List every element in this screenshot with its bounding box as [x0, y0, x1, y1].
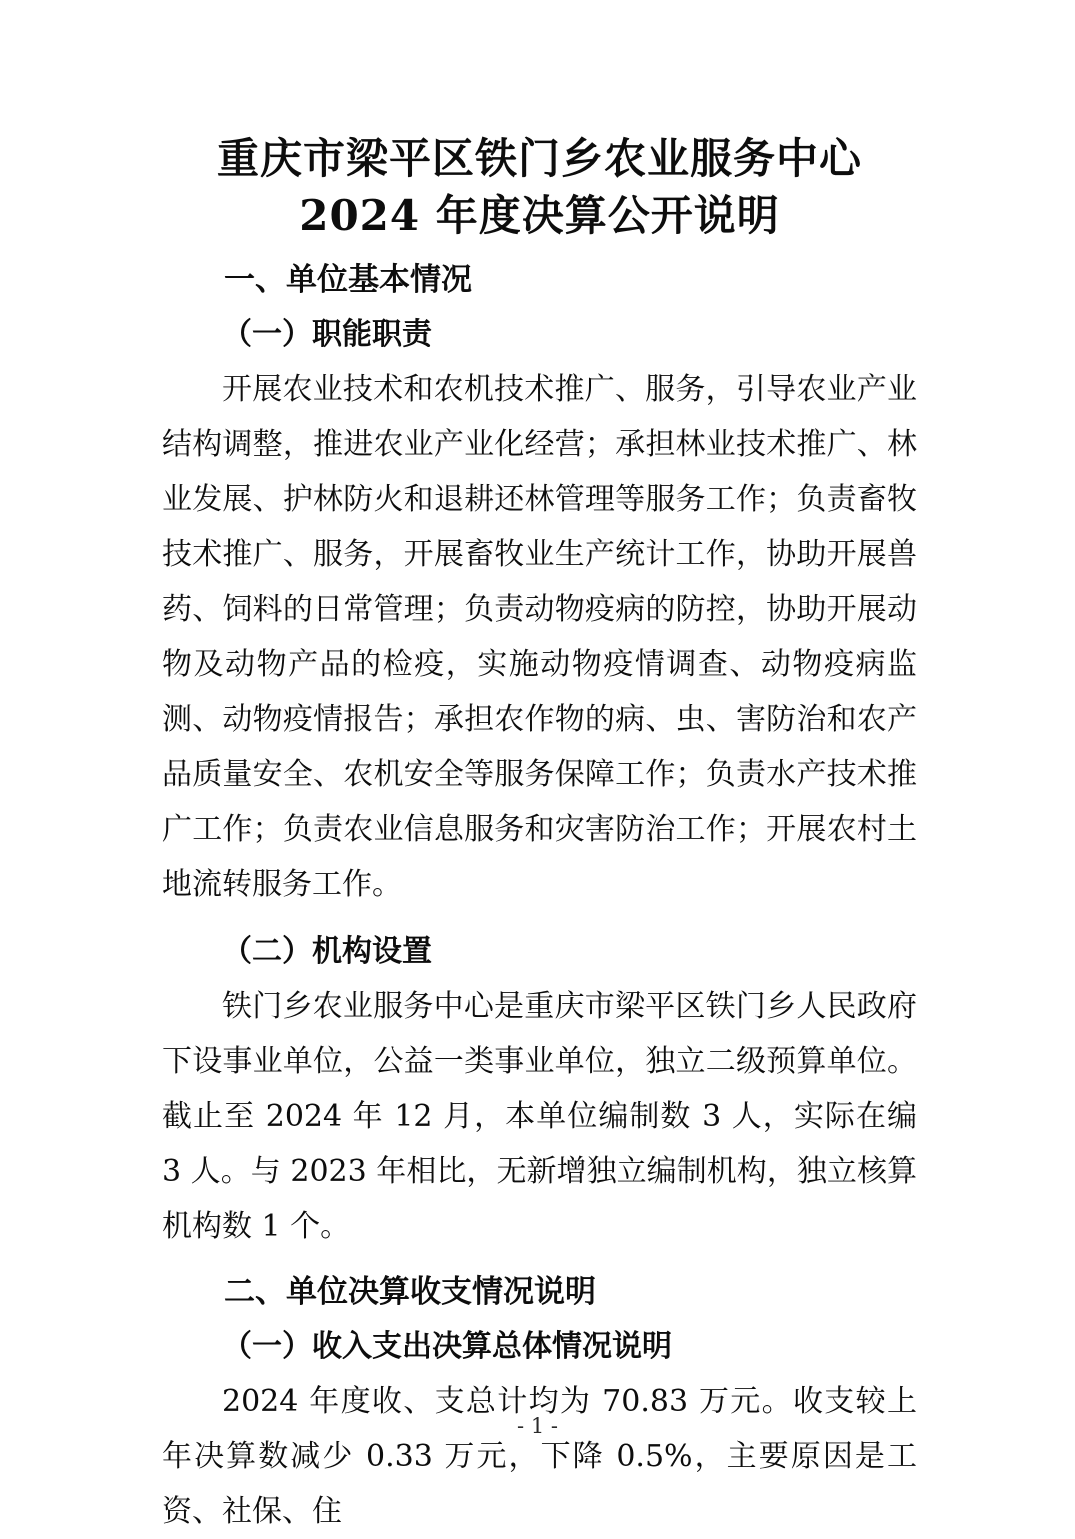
document-title	[162, 130, 917, 244]
document-title-line-1: 重庆市梁平区铁门乡农业服务中心	[216, 134, 862, 183]
page-number: - 1 -	[517, 1414, 558, 1438]
organization-setup-paragraph: 铁门乡农业服务中心是重庆市梁平区铁门乡人民政府下设事业单位，公益一类事业单位，独立二级预算单位。截止至 2024 年 12 月，本单位编制数 3 人，实际在编 3 人。与 2023 年相比，无新增独立编制机构，独立核算机构数 1 个。	[162, 989, 917, 1244]
subsection-1-2-heading: （二）机构设置	[222, 934, 432, 969]
functions-duties-paragraph: 开展农业技术和农机技术推广、服务，引导农业产业结构调整，推进农业产业化经营；承担林业技术推广、林业发展、护林防火和退耕还林管理等服务工作；负责畜牧技术推广、服务，开展畜牧业生产统计工作，协助开展兽药、饲料的日常管理；负责动物疫病的防控，协助开展动物及动物产品的检疫，实施动物疫情调查、动物疫病监测、动物疫情报告；承担农作物的病、虫、害防治和农产品质量安全、农机安全等服务保障工作；负责水产技术推广工作；负责农业信息服务和灾害防治工作；开展农村土地流转服务工作。	[162, 372, 917, 902]
section-2-heading: 二、单位决算收支情况说明	[224, 1274, 596, 1309]
document-title-line-2: 2024 年度决算公开说明	[299, 191, 780, 240]
budget-summary-paragraph: 2024 年度收、支总计均为 70.83 万元。收支较上年决算数减少 0.33 万元，下降 0.5%，主要原因是工资、社保、住	[162, 1384, 917, 1529]
subsection-2-1-heading: （一）收入支出决算总体情况说明	[222, 1329, 672, 1364]
section-1-heading: 一、单位基本情况	[224, 262, 472, 297]
subsection-1-1-heading: （一）职能职责	[222, 317, 432, 352]
